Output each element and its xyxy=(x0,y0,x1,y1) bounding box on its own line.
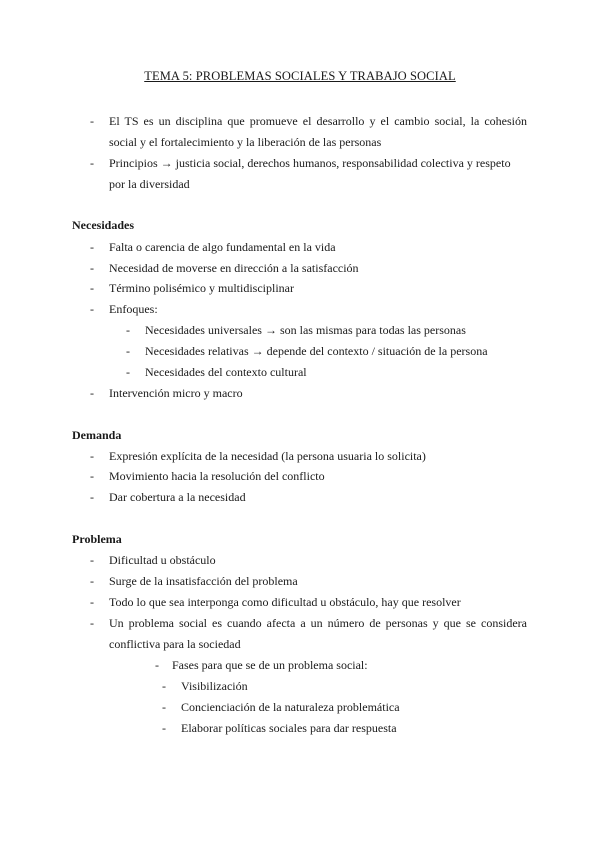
list-item-text: Intervención micro y macro xyxy=(109,386,243,400)
list-item-text: El TS es un disciplina que promueve el desarrollo y el cambio social, la cohesión social y el fortalecimiento y la liberación de las personas xyxy=(109,114,527,149)
bullet-dash: - xyxy=(90,386,94,400)
bullet-dash: - xyxy=(90,490,94,504)
bullet-dash: - xyxy=(155,658,159,672)
list-item-text: Dar cobertura a la necesidad xyxy=(109,490,246,504)
list-item-text: Expresión explícita de la necesidad (la persona usuaria lo solicita) xyxy=(109,449,426,463)
bullet-dash: - xyxy=(90,156,94,170)
list-item-text: Necesidades relativas → depende del contexto / situación de la persona xyxy=(145,344,488,358)
list-item-text: Fases para que se de un problema social: xyxy=(172,658,368,672)
list-item-text: Visibilización xyxy=(181,679,248,693)
bullet-dash: - xyxy=(90,469,94,483)
document-title: TEMA 5: PROBLEMAS SOCIALES Y TRABAJO SOCIAL xyxy=(144,69,456,83)
list-item-text: Necesidades universales → son las mismas para todas las personas xyxy=(145,323,466,337)
list-item-text: Concienciación de la naturaleza problemática xyxy=(181,700,400,714)
bullet-dash: - xyxy=(126,365,130,379)
bullet-dash: - xyxy=(162,700,166,714)
bullet-dash: - xyxy=(90,553,94,567)
list-item-text: Todo lo que sea interponga como dificultad u obstáculo, hay que resolver xyxy=(109,595,461,609)
list-item-text: Dificultad u obstáculo xyxy=(109,553,216,567)
list-item-text: Elaborar políticas sociales para dar respuesta xyxy=(181,721,397,735)
list-item-text: Surge de la insatisfacción del problema xyxy=(109,574,298,588)
bullet-dash: - xyxy=(90,261,94,275)
section-heading-demanda: Demanda xyxy=(72,428,122,442)
bullet-dash: - xyxy=(162,679,166,693)
bullet-dash: - xyxy=(162,721,166,735)
bullet-dash: - xyxy=(90,595,94,609)
list-item-text: Principios → justicia social, derechos humanos, responsabilidad colectiva y respeto por la diversidad xyxy=(109,156,511,191)
bullet-dash: - xyxy=(90,281,94,295)
bullet-dash: - xyxy=(90,574,94,588)
list-item-text: Término polisémico y multidisciplinar xyxy=(109,281,294,295)
bullet-dash: - xyxy=(126,344,130,358)
list-item-text: Enfoques: xyxy=(109,302,158,316)
list-item-text: Falta o carencia de algo fundamental en la vida xyxy=(109,240,336,254)
section-heading-problema: Problema xyxy=(72,532,122,546)
list-item-text: Necesidades del contexto cultural xyxy=(145,365,307,379)
bullet-dash: - xyxy=(90,240,94,254)
bullet-dash: - xyxy=(90,114,94,128)
bullet-dash: - xyxy=(90,449,94,463)
bullet-dash: - xyxy=(90,616,94,630)
list-item-text: Movimiento hacia la resolución del conflicto xyxy=(109,469,325,483)
bullet-dash: - xyxy=(126,323,130,337)
bullet-dash: - xyxy=(90,302,94,316)
list-item-text: Un problema social es cuando afecta a un número de personas y que se considera conflictiva para la sociedad xyxy=(109,616,527,651)
section-heading-necesidades: Necesidades xyxy=(72,218,134,232)
list-item-text: Necesidad de moverse en dirección a la satisfacción xyxy=(109,261,359,275)
